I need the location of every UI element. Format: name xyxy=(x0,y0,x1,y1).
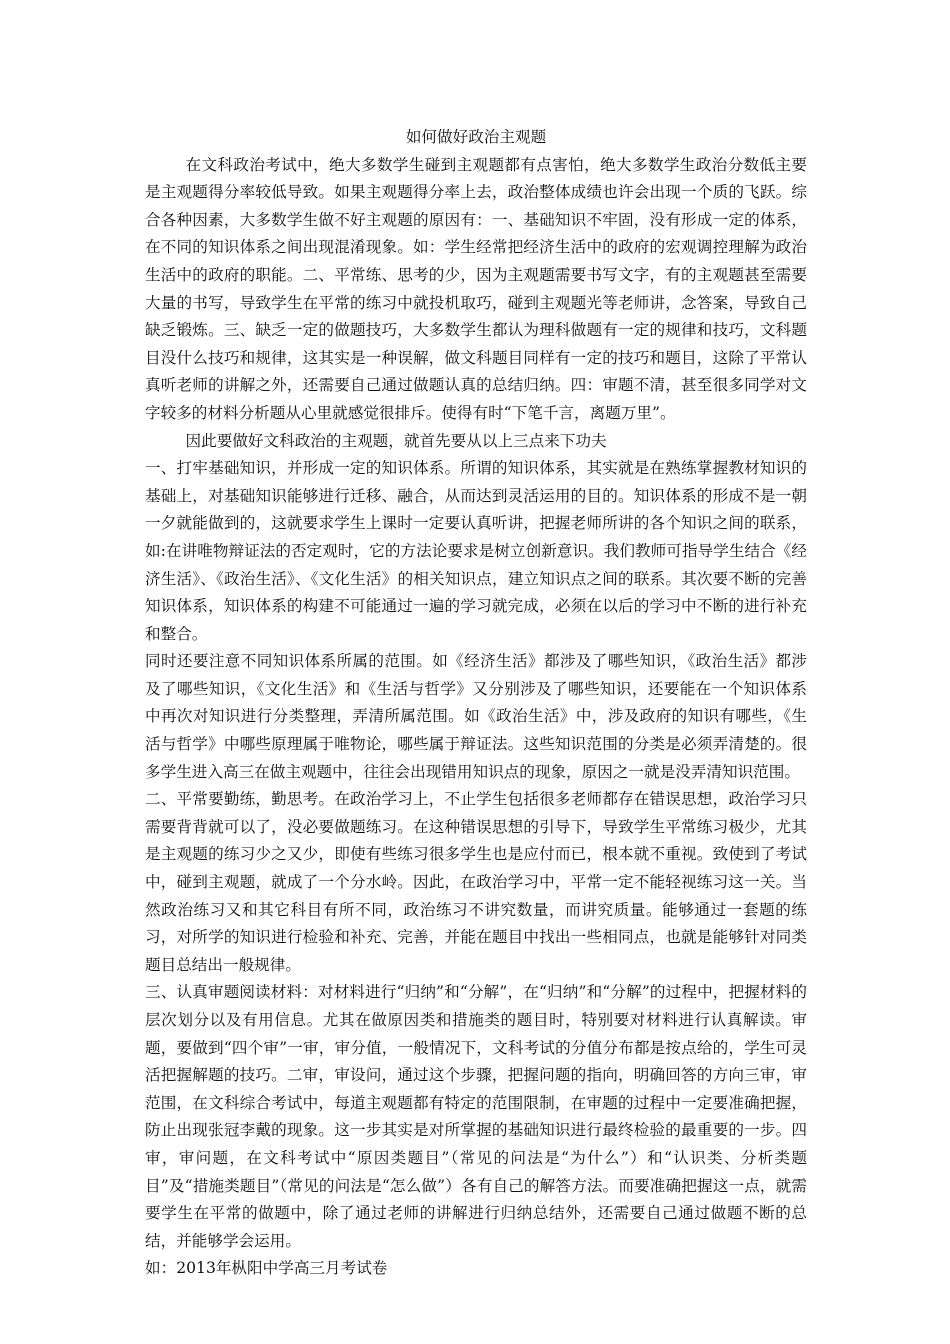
intro-paragraph: 在文科政治考试中，绝大多数学生碰到主观题都有点害怕，绝大多数学生政治分数低主要是主观题得分率较低导致。如果主观题得分率上去，政治整体成绩也许会出现一个质的飞跃。综合各种因素，大多数学生做不好主观题的原因有：一、基础知识不牢固，没有形成一定的体系，在不同的知识体系之间出现混淆现象。如：学生经常把经济生活中的政府的宏观调控理解为政治生活中的政府的职能。二、平常练、思考的少，因为主观题需要书写文字，有的主观题甚至需要大量的书写，导致学生在平常的练习中就投机取巧，碰到主观题光等老师讲，念答案，导致自己缺乏锻炼。三、缺乏一定的做题技巧，大多数学生都认为理科做题有一定的规律和技巧，文科题目没什么技巧和规律，这其实是一种误解，做文科题目同样有一定的技巧和题目，这除了平常认真听老师的讲解之外，还需要自己通过做题认真的总结归纳。四：审题不清，甚至很多同学对文字较多的材料分析题从心里就感觉很排斥。使得有时“下笔千言，离题万里”。 xyxy=(145,155,807,422)
document-title: 如何做好政治主观题 xyxy=(405,128,547,146)
section-one-paragraph: 一、打牢基础知识，并形成一定的知识体系。所谓的知识体系，其实就是在熟练掌握教材知识的基础上，对基础知识能够进行迁移、融合，从而达到灵活运用的目的。知识体系的形成不是一朝一夕就能做到的，这就要求学生上课时一定要认真听讲，把握老师所讲的各个知识之间的联系，如:在讲唯物辩证法的否定观时，它的方法论要求是树立创新意识。我们教师可指导学生结合《经济生活》、《政治生活》、《文化生活》的相关知识点，建立知识点之间的联系。其次要不断的完善知识体系，知识体系的构建不可能通过一遍的学习就完成，必须在以后的学习中不断的进行补充和整合。 xyxy=(145,459,807,643)
document-body xyxy=(145,124,807,1283)
example-line: 如：2013年枞阳中学高三月考试卷 xyxy=(145,1259,388,1278)
section-two-paragraph: 二、平常要勤练，勤思考。在政治学习上，不止学生包括很多老师都存在错误思想，政治学习只需要背背就可以了，没必要做题练习。在这种错误思想的引导下，导致学生平常练习极少，尤其是主观题的练习少之又少，即使有些练习很多学生也是应付而已，根本就不重视。致使到了考试中，碰到主观题，就成了一个分水岭。因此，在政治学习中，平常一定不能轻视练习这一关。当然政治练习又和其它科目有所不同，政治练习不讲究数量，而讲究质量。能够通过一套题的练习，对所学的知识进行检验和补充、完善，并能在题目中找出一些相同点，也就是能够针对同类题目总结出一般规律。 xyxy=(145,790,807,974)
section-three-paragraph: 三、认真审题阅读材料：对材料进行“归纳”和“分解”，在“归纳”和“分解”的过程中，把握材料的层次划分以及有用信息。尤其在做原因类和措施类的题目时，特别要对材料进行认真解读。审题，要做到“四个审”一审，审分值，一般情况下，文科考试的分值分布都是按点给的，学生可灵活把握解题的技巧。二审，审设问，通过这个步骤，把握问题的指向，明确回答的方向三审，审范围，在文科综合考试中，每道主观题都有特定的范围限制，在审题的过程中一定要准确把握，防止出现张冠李戴的现象。这一步其实是对所掌握的基础知识进行最终检验的最重要的一步。四审，审问题，在文科考试中“原因类题目”（常见的问法是“为什么”）和“认识类、分析类题目”及“措施类题目”（常见的问法是“怎么做”）各有自己的解答方法。而要准确把握这一点，就需要学生在平常的做题中，除了通过老师的讲解进行归纳总结外，还需要自己通过做题不断的总结，并能够学会运用。 xyxy=(145,983,807,1250)
section-one-continued-paragraph: 同时还要注意不同知识体系所属的范围。如《经济生活》都涉及了哪些知识，《政治生活》都涉及了哪些知识，《文化生活》和《生活与哲学》又分别涉及了哪些知识，还要能在一个知识体系中再次对知识进行分类整理，弄清所属范围。如《政治生活》中，涉及政府的知识有哪些，《生活与哲学》中哪些原理属于唯物论，哪些属于辩证法。这些知识范围的分类是必须弄清楚的。很多学生进入高三在做主观题中，往往会出现错用知识点的现象，原因之一就是没弄清知识范围。 xyxy=(145,652,807,781)
transition-paragraph: 因此要做好文科政治的主观题，就首先要从以上三点来下功夫 xyxy=(185,431,607,450)
